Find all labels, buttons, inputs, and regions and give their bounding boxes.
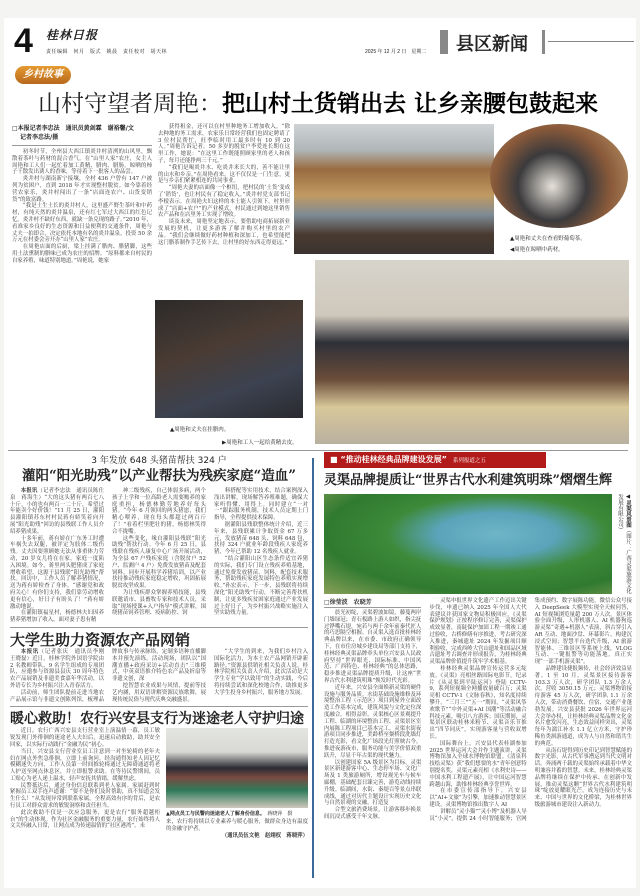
- photo-credit: （图片：广西灵渠旅游文化发展有限公司）: [617, 494, 631, 594]
- paragraph: 料搭配等实用技术，结合案例深入浅出讲解，现场解答养殖难题，确保大家听得懂、用得上。同时建立“一对一”跟踪服务机制，技术人员定期上门指导，全程提供技术保障。: [214, 488, 308, 522]
- paragraph: “大学生的到来，为我们乡村注入国际化活力，为本土农产品网销开辟新路径。”资源县供销社相关负责人说。桂林学院相关负责人介绍，此次活动是大学生专业“学以致用”的生动实践，今后将持续尝试和深化校地合作，助推更多大学生投身乡村振兴，服务地方发展。: [214, 648, 308, 696]
- story-divider: [10, 706, 308, 707]
- headline-part-a: 山村守望者周艳：: [38, 91, 222, 117]
- issue-date: 2025 年 12 月 2 日 星期二: [365, 49, 427, 55]
- column-divider: [312, 458, 314, 878]
- photo-row: [324, 494, 632, 594]
- caption-peeling: ▶周艳和工人一起给黄精去皮。: [222, 440, 298, 446]
- story2-headline: 灌阳“阳光助残”以产业帮扶为残疾家庭“造血”: [21, 468, 297, 484]
- story2-text: [10, 488, 308, 624]
- paragraph: 从南石堤得到历史印记到智慧赋能的数字光影，从古代军事漕运到当代文明对话，奔涌两千载的灵渠始终承载着中华文明兼容并蓄的智慧。未来，桂林经典灵渠品牌将继续在保护中传承、在创新中发展，推动灵渠这颗“世界古代水利建筑明珠”绽放更耀眼光芒，成为连接历史与未来、中国与世界的文化桥梁，为桂林世界级旅游城市建设注入新动力。: [534, 747, 632, 808]
- paragraph: 本报讯（记者张庆 通讯员李刚 王晓磊）近日，桂林学院外国语学院由 2 名教师带队、9 名学生组成的专项团队，应邀参与资源县县庆 30 周年特色农产品展销及非遗美食嘉年华活动，以外语专长为乡村振兴注入青春活力。: [10, 648, 110, 689]
- caption-meat: ▲周艳和丈夫在挂腊肉。: [170, 427, 230, 433]
- story4-body: [10, 728, 308, 839]
- paragraph: 国际舞台上，兴安县代表桂湖参加 2025 世界运河大会并作主题演讲，灵渠博物馆加入全球水博物馆联盟。《清泉科技绘灵渠》获“我们想要的水”青年创意特别提名奖，灵渠元素亮相《水利史诗——中国水利工程遗产展》，让中国运河智慧跨越山海，助推桂林经典享誉世界。: [429, 740, 527, 788]
- paragraph: 此次救助不仅是一次应急服务，更是农行“服务超越柜台”的生动体现。作为社区金融服务的重要力量，农行始终将人文关怀融入日常，让网点成为传递温情的“社区港湾”。未: [10, 809, 160, 830]
- paragraph: 在灌阳镇福星村，杨德林夫妇因养猪养猪增加了收入，面对妻子患有精: [10, 610, 104, 624]
- paragraph: 本报讯（记者李忠法 通讯员陈仕泉 蒋海生）“大的这头猪有两百七八十斤，小的也有两百一二十斤，希望过年能卖个好价钱！”11 月 25 日，灌阳县灌阳镇苏东村村民蒋有娇笑着向开展“阳光助残”回访的县残联工作人员介绍养猪成果。: [10, 488, 104, 535]
- caption-herbs: ◀周艳在晾晒中药材。: [510, 247, 564, 253]
- banner-title: “推动桂林经典品牌建设发展”: [340, 455, 447, 464]
- photo-peeling-huangjing: [315, 260, 629, 444]
- dateline: 本报讯: [20, 488, 38, 494]
- byline-rule: [12, 145, 152, 146]
- page-number: 4: [14, 22, 33, 60]
- section-title: 县区新闻: [456, 34, 528, 55]
- story4-column-2: 来，农行将持续以专业素养与暖心服务，做群众身边有温度的金融守护者。: [166, 819, 308, 833]
- story2-subheadline: 3 年发放 648 头猪苗帮扶 324 户: [91, 456, 227, 466]
- lead-headline: [38, 90, 598, 118]
- paragraph: 合型文旅消费场景，让游客移步换景间沉浸式感受千年文脉。: [324, 807, 422, 820]
- dateline: 本报讯: [20, 648, 39, 655]
- byline-text: □本报记者李忠法 通讯员黄剑霖 谢裕馨/文: [12, 125, 134, 132]
- paragraph: 灵渠申报世界文化遗产工作迈出关键步伐，申遗已纳入 2025 年全国人大代表建议并获国家文物局积极回应，《灵渠保护规划》正按程序修订完善，灵渠保护成效显著，南陡保护加固工程一期竣工通过验收，古桥修缮有序推进，考古研究深入推进，秦城遗址 2024 年发掘项目顺利验收，完成西岭大宫山遗址和国品区域古遗址考古调查并形成报告，为桂林经典灵渠品牌价值提升筑牢学术根基。: [429, 598, 527, 666]
- editor-credits: 责任编辑 何月 版式 姚晨 责任校对 胡天林: [46, 49, 168, 55]
- section-divider: [8, 450, 628, 451]
- paragraph: 在周艳店面的后厨，梁上挂满了腊肉、腊猪脚，这些用土法熏制的腊味已成为农庄的招牌。“原料都来自村民的自家养殖，味道特别地道。”周艳说，她家: [12, 244, 152, 264]
- column-tag: 乡村故事: [15, 66, 71, 84]
- paragraph: “结合灌阳山区生态条件适宜养猪的实际，我们专门设立残疾养殖基地，通过免费发放猪苗、饲料，配套技术服务，帮助残疾家庭发展特色养殖实现增收。”孙宏表示，下一步，县残联将持续深化“阳光助残”行动，不断完善帮扶机制，让更多残疾贫困家庭通过产业发展过上好日子，为乡村振兴战略实施注入坚实助残力量。: [214, 555, 308, 617]
- paragraph: 讲解员“灵小猫”“灵小博”及机器人导员“小灵”，提供 24 小时智能服务；官网集成预约、数字展陈功能，微信公众号接入 DeepSeek 大模型实现全天候问答，AI 短视频浏览量超 200 万人次。景区体验全面升级，人形机器人、AI 机器狗巡游灵渠“奇遇+机器人”表演，斜古穿引入 AR 互动、地面沙盘、环幕影片，构建沉浸式空间；智慧平台迭代升级，AI 旅游智能体、三维景区等系统上线，VLOG 互动、一键报警等功能落地，真正实现“一部手机游灵渠”。: [429, 598, 632, 822]
- series-banner: ■ “推动桂林经典品牌建设发展” 系列报道之五: [324, 452, 546, 468]
- paragraph: 这些变化，缘自灌阳县残联“阳光助残”帮扶行动。今年 6 月 25 日，县残联在残疾人康复中心广场开展活动，为全县 67 户残疾家庭（含脱贫户 52 户、监测户 4 户）免费发放猪苗及配套饲料，同步开展科学养猪培训，以产业扶持推动残疾家庭稳定增收，巩固拓展脱贫攻坚成果。: [112, 535, 206, 590]
- caption-text: ▲网点员工与民警向迷途老人了解身份信息。: [166, 811, 263, 818]
- story3-text: [10, 649, 308, 703]
- photo-elderly-rescue: [166, 728, 308, 808]
- paragraph: 近日，农行广西兴安县支行营业室上演温情一幕，员工敏锐发现门外徘徊的迷途老人夫妇后，迅速启动救助，助其安全回家，以实际行动践行“金融为民”初心。: [10, 728, 160, 748]
- story4-side: [166, 728, 308, 839]
- section-bar-right: [542, 30, 545, 54]
- paper-logo: 桂林日报: [46, 28, 99, 42]
- headline-part-b: 把山村土货销出去 让乡亲腰包鼓起来: [222, 91, 599, 117]
- story4-headline: 暖心救助！农行兴安县支行为迷途老人守护归途: [10, 711, 304, 728]
- story4-column-1: [10, 728, 160, 839]
- header-rule: [548, 41, 634, 42]
- paragraph: 炎井村与湖南新宁接壤，全村 436 户曾有 147 户被列为贫困户，直到 2018 年才实现整村脱贫。如今靠着经营农家乐，炎井村闯出了一条“店面连农户、山货变销货”的致富路。: [12, 176, 152, 203]
- paragraph: “我是土生土长的炎井村人，这里盛产野生茶叶和中药材，有纯天然的炎井温泉，还有红七军过大西江的红色记忆。炎井村不缺好东西，就缺一条兑现的路子。”2010 年，看准家乡良好的生态资源和日益便利的交通条件，周艳与丈夫一拍即合，决定依托本地有名的炎井温泉，投资 50 余万元在村委会旁开办“山里人家”农庄。: [12, 203, 152, 244]
- paragraph: 初冬时节，全州县大西江镇炎井村清洌的山风里，飘散着茶叶与药材的混合香气。在“山里人家”农庄，女主人周艳和工人们一起忙着加工黄精、腊肉、腊肠，晾晒的柿子干散发出诱人的香味，等待着下一批客人的品尝。: [12, 149, 152, 176]
- photo-cured-meat: [155, 300, 303, 418]
- lead-column-2: [158, 124, 290, 246]
- paragraph: 以创建国家 5A 级景区为目标，灵渠景区新建游客中心、生态停车场、文化广场及 1 类旅游厕所，增设观光车与候车廊棚，基础配套日臻完善，游览动线持续升级。临湖间，水街、秦堤百等景点串联成线，通过对历代主题设计实现历史文化与自然景观的交融，打造复: [324, 759, 422, 807]
- photo-caption-block: [616, 494, 632, 594]
- paragraph: 晨光初绽，灵渠碧波如镜，藤蔓两岸门墙绿冠；青石板路上游人如织，指尖抚过铧嘴石堤，宛若与两千余年前秦代匠人的巧思隔空相握。自灵渠入选首批桂林经典品牌以来，在市委、市政府正确领导下，在市住房城乡建设局等部门支持下，桂林经典灵渠品牌牵头单位兴安县人民政府坚持“世界眼光、国际标准、中国风范、广西特色、桂林经典”的总体思路，稳步推进灵渠品牌提质升级，让这座“世界古代水利建筑明珠”焕发时代光彩。: [324, 610, 422, 684]
- left-lower-stories: [10, 456, 308, 840]
- lead-column-1: [12, 149, 152, 265]
- story5: [324, 452, 632, 822]
- paragraph: 品牌建设捷报频传，社会经济效益显著。1 至 10 月，灵渠景区接待游客 103.3 万人次，研学团队 1.3 万余人次，营收 3050.15 万元；灵渠博物馆接待游客 45 万人次，研学团队 1.1 万余人次，带动消费餐饮、住宿、交通产业蓬勃发展。兴安县获批 2026 年世界运河大会举办权，让桂林经典灵渠品牌文化金名片愈发闪亮，生态效益同样突出，灵渠每年为漓江补水 1.1 亿立方米，守护珍稀鱼类洄游通道，成为人与自然和谐共生的典范。: [534, 665, 632, 747]
- story5-text: [324, 598, 632, 822]
- photo-credit: 蒋晓萍 摄: [267, 811, 293, 818]
- paragraph: 桂林经典灵渠品牌宣传运营多元绽放。《灵渠》亮相丝路国际电影节，纪录片《从灵渠到平陆运河》登陆 CCTV-9，系列短视频全网播放量破百万；灵渠亮相 CCTV-1《文脉春秋》，知名度持续攀升。“三月三”“五一”期间，“灵渠风筝欢歌节”“中外灵渠+AI 国潮”等活动融合科技元素，吸引八方游客；国庆期间，灵渠景区联动桂林米粉节、灵渠音乐节推出“四节同庆”，实现游客量与营收双增长。: [429, 665, 527, 740]
- paragraph: 获得租金，还可以在村里种地务工增加收入。“除去种地的务工需求，农家乐日常经营我们也固定聘请了 3 位村民帮忙，旺季临时用工最多时有 10 到 20 人。”周艳告诉记者。50 多岁的脱贫户李爱连长期在这里工作，她说：“在这里工作既能照顾家里的老人和孩子，每月还能挣两三千元。”: [158, 124, 290, 164]
- paragraph: “我们是喝炎井水、吃炎井米长大的，善不能让里的山水和乡亲。”在周艳看来，这不仅仅是一门生意，更是与乡亲们紧紧相连的共同事业。: [158, 164, 290, 185]
- paragraph: 据灌阳县残联整体统计介绍，近三年来，县残联累计争取资金 67 万多元，发放猪苗 648 头、饲料 648 包，扶持 324 户就业年龄段残疾人家庭养猪，今年已帮助 12 名残疾人就业。: [214, 521, 308, 556]
- banner-series: 系列报道之五: [452, 458, 486, 464]
- story-divider: [10, 627, 308, 628]
- caption-tea: ▲周艳和丈夫在查看野葡萄茶。: [510, 236, 586, 242]
- byline-photo: 记者李忠法/摄: [20, 134, 59, 141]
- paragraph: 为让残疾群众掌握养殖技能，县残联邀请市、县畜牧专家和技术人员，采取“现场授课+入户指导”模式讲解，围绕猪苗饲养管理、疫病防控、饲: [112, 589, 206, 617]
- story3-headline: 大学生助力资源农产品网销: [10, 630, 191, 649]
- paragraph: 挖智慧农业成果与风情，提前等技艺内涵，用双语讲解资源民族歌舞，展现传统民俗与现代庆典交融盛景。: [112, 682, 206, 703]
- photo-caption: ◀灵渠风景图: [625, 494, 631, 528]
- paragraph: 在市委宣传部指导下，兴安县以“AI+文旅”为引擎，加速推动智慧景区建设，灵渠博物馆推出数字人 AI: [429, 788, 527, 808]
- story5-headline: 灵渠品牌提质让“世界古代水利建筑明珠”熠熠生辉: [324, 473, 612, 488]
- paragraph: 十多年前，蒋有娇在广东务工时遭车祸失去双腿，被评定为肢体二级伤残。丈夫因要照顾她无法从事重体力劳动，20 岁女儿将在在家，家庭一度陷入困境。如今，蒋里两头肥猪成了家庭增收希望，这源于县残联“阳光助残”帮扶。回访中，工作人员了解养猪情况，送为蒋有娇检查了身体。“感谢党和政府关心！有你们支持，我们靠劳动增收更有信心，好日子有盼头了！”蒋有娇激动地说。: [10, 535, 104, 610]
- story4-caption: [166, 810, 308, 817]
- paragraph: 当日，兴安县支行营业室员工注意到一对坐轮椅的老年夫妇在网点外焦急徘徊，立即上前询问。经沟通得知老人因记忆模糊迷失方向，工作人员第一时间推轮椅通过无障碍通道将老人护送至网点休息区，并立即报警求助。在等待民警期间，员工贴心为老人递上温水，轻声安抚其情绪，缓解焦虑。: [10, 748, 160, 782]
- paragraph: “周艳夫妻的店面像一个枢纽，把村民的‘土货’变成了‘销货’，也让村民有了稳定收入。”炎井村党支部书记李棱表示。在周艳夫妇这样的本土能人引领下，村里形成了“店面+农户”的产业模式，村民通过到她这里销售农产品和在店里务工实现了增收。: [158, 185, 290, 219]
- lead-byline: [12, 124, 152, 142]
- paragraph: 近年来，兴安县全面焕新灵渠的硬件设施与服务品质。水街基础设施维修及环境整治工程（示范区）项目到屋外立面改造工作基本完成，建筑风貌与文化定位深度融合。相得益彰。灵渠核心区景观提升工程、临湖的环境整治工程、灵渠景区室内展陈工程项目已基本完工。灵渠水街夜游项目同步推进，美龄桥至粲桥段洗墙灯打造光影，看文化广场段光灯照映古今。推进夜游夜市，服务功能与美学价值双重跃升，尽显千年古渠的现代魅力。: [324, 684, 422, 759]
- section-bar: [440, 30, 448, 54]
- story5-byline: □徐莹波 农晓芳: [324, 598, 421, 608]
- photo-couple-tea: [490, 124, 628, 228]
- paragraph: 活动前，师生团队提前走进当地农产品展示馆与非遗文创陈列馆，梳理品牌故事与传承脉络，定制多语种直播脚本并预先演练。活动现场，团队以“国潮直播+政府采访+活动直击”三维模式，中英双语推介特色农产品及折扇等非遗文创，深: [10, 648, 206, 703]
- paragraph: 神二级残疾，自己体弱多病，两个孩子上学和一位高龄老人需要赡养的家庭重担，杨德林勤劳地养好每头猪。“今年 6 月领回的两头猪崽，我们精心喂养，现在每头都超过两百斤了！”看着栏里肥壮的猪，杨德林笑得合不拢嘴。: [112, 488, 206, 535]
- photo-lingqu-aerial: [324, 494, 612, 594]
- paragraph: 谈及未来，周艳坚定地表示，要借助电商拓展新业发展的契机，让更多游客了解并购买村里的农产品。“我们会继续做好药材种植和深加工，也希望能把这门腊茶制作手艺传下去，让村里的好东西走得更远。”: [158, 219, 290, 246]
- story4-credit: （通讯员伍文艳 赵翊权 蒋晓萍）: [221, 832, 308, 839]
- paragraph: 民警抵达后，通过身份信息联系到老人家属。家属赶到时紧握员工双手连声道谢：“要不是你们及时帮助，真不知道会发生什么！”从发现异常到联系家属，全程高效有序的背后，是农行员工对群众需求的敏锐洞察和责任担当。: [10, 782, 160, 810]
- photo-drying-herbs: [294, 124, 494, 254]
